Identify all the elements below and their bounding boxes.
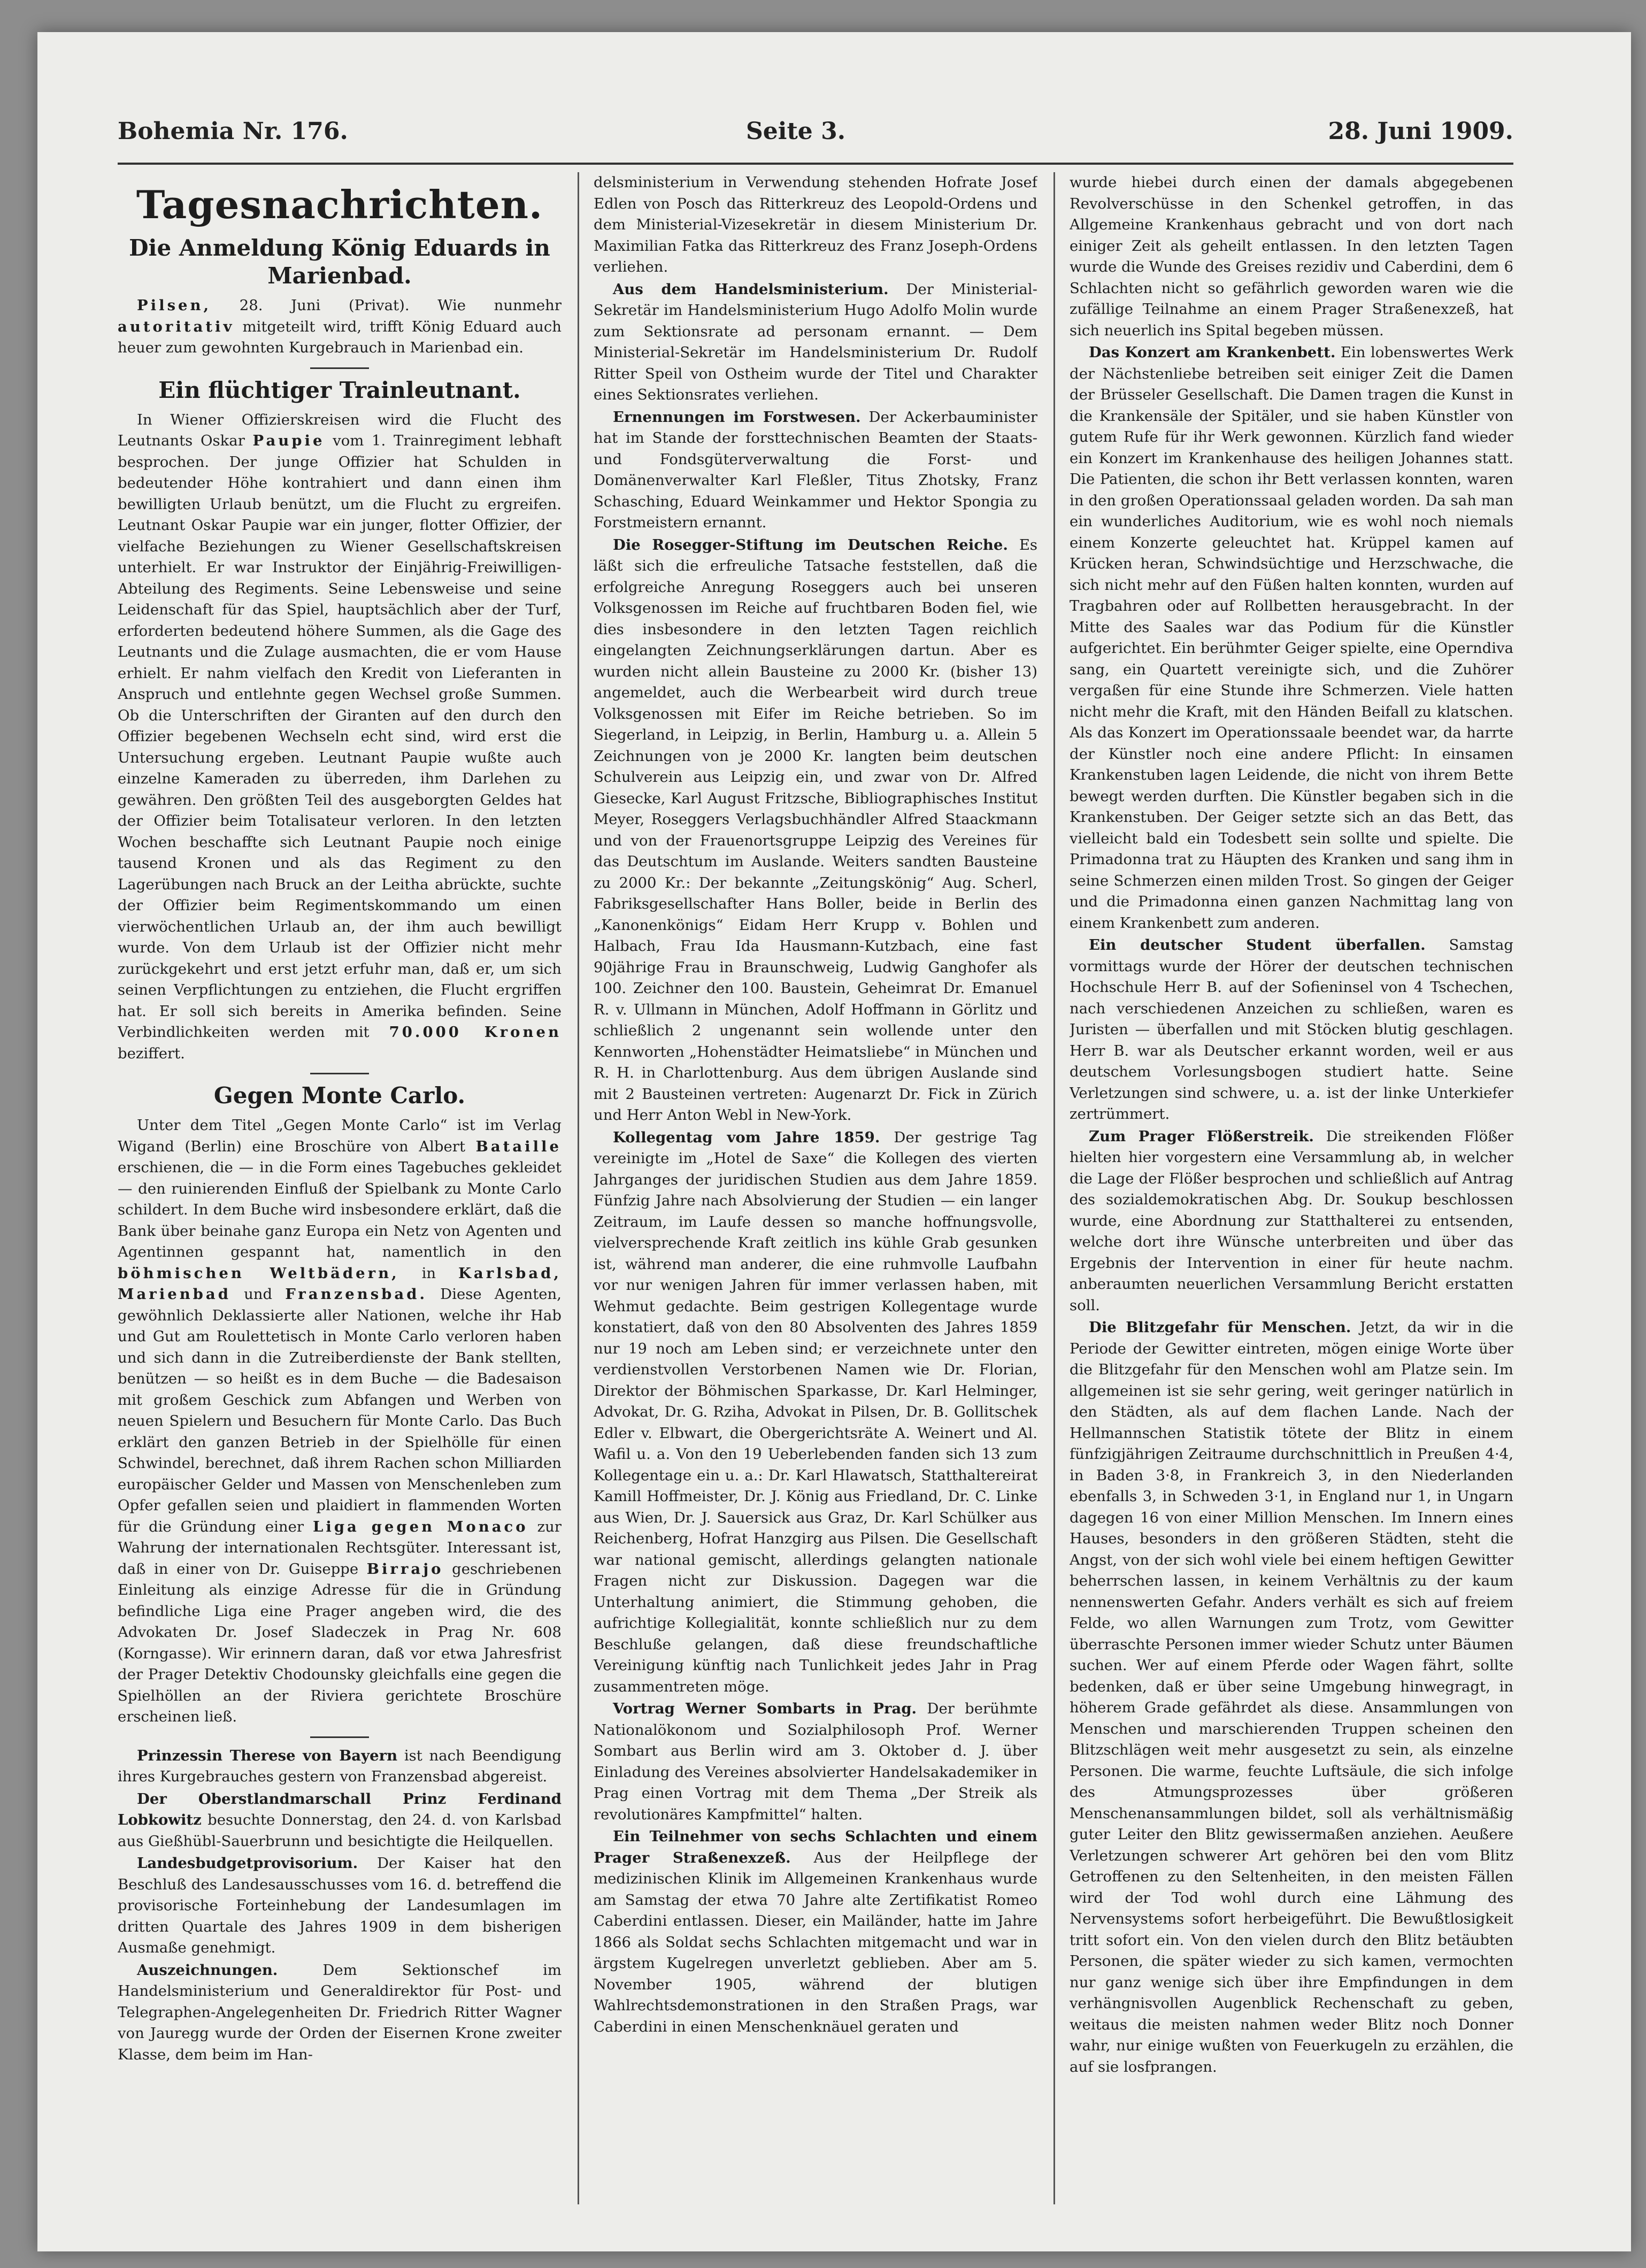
newspaper-page xyxy=(37,32,1631,2251)
column-2 xyxy=(594,172,1037,2210)
news-item: Vortrag Werner Sombarts in Prag. Der berühmte Nationalökonom und Sozialphilosoph Prof. Werner Sombart aus Berlin wird am 3. Oktober d. J. über Einladung des Vereines absolvierter Handelsakademiker in Prag einen Vortrag mit dem Thema „Der Streik als revolutionäres Kampfmittel“ halten. xyxy=(594,1700,1037,1823)
header-masthead: Bohemia Nr. 176. xyxy=(118,118,348,145)
news-item: Aus dem Handelsministerium. Der Ministerial-Sekretär im Handelsministerium Hugo Adolfo Molin wurde zum Sektionsrate ad personam ernannt. — Dem Ministerial-Sekretär im Handelsministerium Dr. Rudolf Ritter Speil von Ostheim wurde der Titel und Charakter eines Sektionsrates verliehen. xyxy=(594,280,1037,403)
continued-paragraph: delsministerium in Verwendung stehenden Hofrate Josef Edlen von Posch das Ritterkreuz des Leopold-Ordens und dem Ministerial-Vizesekretär in diesem Ministerium Dr. Maximilian Fatka das Ritterkreuz des Franz Joseph-Ordens verliehen. xyxy=(594,174,1037,275)
header-page-number: Seite 3. xyxy=(746,118,846,145)
news-item: Zum Prager Flößerstreik. Die streikenden Flößer hielten hier vorgestern eine Versammlung ab, in welcher die Lage der Flößer besprochen und schließlich auf Antrag des sozialdemokratischen Abg. Dr. Soukup beschlossen wurde, eine Abordnung zur Statthalterei zu entsenden, welche dort ihre Wünsche unterbreiten und über das Ergebnis der Intervention in einer für heute nachm. anberaumten neuerlichen Versammlung Bericht erstatten soll. xyxy=(1070,1127,1513,1314)
page-header xyxy=(118,112,1513,160)
news-item: Ein Teilnehmer von sechs Schlachten und einem Prager Straßenexzeß. Aus der Heilpflege der medizinischen Klinik im Allgemeinen Krankenhaus wurde am Samstag der etwa 70 Jahre alte Zertifikatist Romeo Caberdini entlassen. Dieser, ein Mailänder, hatte im Jahre 1866 als Soldat sechs Schlachten mitgemacht und war in ärgstem Kugelregen unverletzt geblieben. Aber am 5. November 1905, während der blutigen Wahlrechtsdemonstrationen in den Straßen Prags, war Caberdini in einen Menschenknäuel geraten und xyxy=(594,1828,1037,2035)
header-rule xyxy=(118,163,1513,165)
article-paragraph: In Wiener Offizierskreisen wird die Flucht des Leutnants Oskar Paupie vom 1. Trainregiment lebhaft besprochen. Der junge Offizier hat Schulden in bedeutender Höhe kontrahiert und dann einen ihm bewilligten Urlaub benützt, um die Flucht zu ergreifen. Leutnant Oskar Paupie war ein junger, flotter Offizier, der vielfache Beziehungen zu Wiener Gesellschaftskreisen unterhielt. Er war Instruktor der Einjährig-Freiwilligen-Abteilung des Regiments. Seine Lebensweise und seine Leidenschaft für das Spiel, hauptsächlich aber der Turf, erforderten bedeutend höhere Summen, als die Gage des Leutnants und die Zulage ausmachten, die er vom Hause erhielt. Er nahm vielfach den Kredit von Lieferanten in Anspruch und entlehnte gegen Wechsel große Summen. Ob die Unterschriften der Giranten auf den durch den Offizier begebenen Wechseln echt sind, wird erst die Untersuchung ergeben. Leutnant Paupie wußte auch einzelne Kameraden zu überreden, ihm Darlehen zu gewähren. Den größten Teil des ausgeborgten Geldes hat der Offizier beim Totalisateur verloren. In den letzten Wochen beschaffte sich Leutnant Paupie noch einige tausend Kronen und als das Regiment zu den Lagerübungen nach Bruck an der Leitha abrückte, suchte der Offizier beim Regimentskommando um einen vierwöchentlichen Urlaub an, der ihm auch bewilligt wurde. Von dem Urlaub ist der Offizier nicht mehr zurückgekehrt und erst jetzt erfuhr man, daß er, um sich seinen Verpflichtungen zu entziehen, die Flucht ergriffen hat. Er soll sich bereits in Amerika befinden. Seine Verbindlichkeiten werden mit 70.000 Kronen beziffert. xyxy=(118,411,562,1062)
continued-paragraph: wurde hiebei durch einen der damals abgegebenen Revolverschüsse in den Schenkel getroffen, in das Allgemeine Krankenhaus gebracht und von dort nach einiger Zeit als geheilt entlassen. In den letzten Tagen wurde die Wunde des Greises rezidiv und Caberdini, dem 6 Schlachten nicht so gefährlich geworden waren wie die zufällige Teilnahme an einem Prager Straßenexzeß, hat sich neuerlich ins Spital begeben müssen. xyxy=(1070,174,1513,339)
article-paragraph: Pilsen, 28. Juni (Privat). Wie nunmehr autoritativ mitgeteilt wird, trifft König Eduard auch heuer zum gewohnten Kurgebrauch in Marienbad ein. xyxy=(118,297,562,356)
section-title: Tagesnachrichten. xyxy=(136,182,543,227)
news-item: Auszeichnungen. Dem Sektionschef im Handelsministerium und Generaldirektor für Post- und Telegraphen-Angelegenheiten Dr. Friedrich Ritter Wagner von Jauregg wurde der Orden der Eisernen Krone zweiter Klasse, dem beim im Han- xyxy=(118,1961,562,2063)
news-item: Die Blitzgefahr für Menschen. Jetzt, da wir in die Periode der Gewitter eintreten, mögen einige Worte über die Blitzgefahr für den Menschen wohl am Platze sein. Im allgemeinen ist sie sehr gering, weit geringer natürlich in den Städten, als auf dem flachen Lande. Nach der Hellmannschen Statistik tötete der Blitz in einem fünfzigjährigen Zeitraume durchschnittlich in Preußen 4·4, in Baden 3·8, in Frankreich 3, in den Niederlanden ebenfalls 3, in Schweden 3·1, in England nur 1, in Ungarn dagegen 16 von einer Million Menschen. Im Innern eines Hauses, besonders in den größeren Städten, steht die Angst, von der sich wohl viele bei einem heftigen Gewitter beherrschen lassen, in keinem Verhältnis zu der kaum nennenswerten Gefahr. Anders verhält es sich auf freiem Felde, wo allen Warnungen zum Trotz, vom Gewitter überraschte Personen immer wieder Schutz unter Bäumen suchen. Wer auf einem Pferde oder Wagen fährt, sollte bedenken, daß er über seine Umgebung hinwegragt, in höherem Grade gefährdet als diese. Ansammlungen von Menschen und marschierenden Truppen scheinen den Blitzschlägen weit mehr ausgesetzt zu sein, als einzelne Personen. Die warme, feuchte Luftsäule, die sich infolge des Atmungsprozesses über größeren Menschenansammlungen bildet, soll als verhältnismäßig guter Leiter den Blitz gewissermaßen anziehen. Aeußere Verletzungen schwerer Art gehören bei den vom Blitz Getroffenen zu den Seltenheiten, in den meisten Fällen wird der Tod wohl durch eine Lähmung des Nervensystems sofort herbeigeführt. Die Bewußtlosigkeit tritt sofort ein. Von den vielen durch den Blitz betäubten Personen, die später wieder zu sich kamen, vermochten nur ganz wenige sich über ihre Empfindungen in dem verhängnisvollen Augenblick Rechenschaft zu geben, weitaus die meisten nahmen weder Blitz noch Donner wahr, nur einige wußten von Feuerkugeln zu erzählen, die auf sie losfprangen. xyxy=(1070,1319,1513,2075)
news-item: Kollegentag vom Jahre 1859. Der gestrige Tag vereinigte im „Hotel de Saxe“ die Kollegen des vierten Jahrganges der juridischen Studien aus dem Jahre 1859. Fünfzig Jahre nach Absolvierung der Studien — ein langer Zeitraum, im Laufe dessen so manche hoffnungsvolle, vielversprechende Kraft zeitlich ins kühle Grab gesunken ist, während man anderer, die eine ruhmvolle Laufbahn vor nur wenigen Jahren für immer verlassen haben, mit Wehmut gedachte. Beim gestrigen Kollegentage wurde konstatiert, daß von den 80 Absolventen des Jahres 1859 nur 19 noch am Leben sind; er verzeichnete unter den verdienstvollen Verstorbenen Namen wie Dr. Florian, Direktor der Böhmischen Sparkasse, Dr. Karl Helminger, Advokat, Dr. G. Rziha, Advokat in Pilsen, Dr. B. Gollitschek Edler v. Elbwart, die Obergerichtsräte A. Weinert und Al. Wafil u. a. Von den 19 Ueberlebenden fanden sich 13 zum Kollegentage ein u. a.: Dr. Karl Hlawatsch, Statthaltereirat Kamill Hoffmeister, Dr. J. König aus Friedland, Dr. C. Linke aus Wien, Dr. J. Sauersick aus Graz, Dr. Karl Schülker aus Reichenberg, Hofrat Hanzgirg aus Pilsen. Die Gesellschaft war national gemischt, allerdings gelangten nationale Fragen nicht zur Diskussion. Dagegen war die Unterhaltung animiert, die Stimmung gehoben, die aufrichtige Kollegialität, konnte schließlich nur zu dem Beschluße gelangen, daß diese freundschaftliche Vereinigung künftig nach Tunlichkeit jedes Jahr in Prag zusammentreten möge. xyxy=(594,1128,1037,1695)
news-item: Das Konzert am Krankenbett. Ein lobenswertes Werk der Nächstenliebe betreiben seit einiger Zeit die Damen der Brüsseler Gesellschaft. Die Damen tragen die Kunst in die Krankensäle der Spitäler, und sie haben Künstler von gutem Rufe für ihr Werk gewonnen. Kürzlich fand wieder ein Konzert im Krankenhause des heiligen Johannes statt. Die Patienten, die schon ihr Bett verlassen konnten, waren in den großen Operationssaal geladen worden. Da sah man ein wunderliches Auditorium, wie es wohl noch niemals einem Konzerte geleuchtet hat. Krüppel kamen auf Krücken heran, Schwindsüchtige und Herzschwache, die sich nicht mehr auf den Füßen halten konnten, wurden auf Tragbahren oder auf Rollbetten herausgebracht. In der Mitte des Saales war das Podium für die Künstler aufgerichtet. Ein berühmter Geiger spielte, eine Operndiva sang, ein Quartett vereinigte sich, und die Zuhörer vergaßen für eine Stunde ihre Schmerzen. Viele hatten nicht mehr die Kraft, mit den Händen Beifall zu klatschen. Als das Konzert im Operationssaale beendet war, da harrte der Künstler noch eine andere Pflicht: In einsamen Krankenstuben lagen Leidende, die nicht von ihrem Bette bewegt werden durften. Die Künstler begaben sich in die Krankenstuben. Der Geiger setzte sich an das Bett, das vielleicht bald ein Todesbett sein sollte und spielte. Die Primadonna trat zu Häupten des Kranken und sang ihm in seine Schmerzen einen milden Trost. So gingen der Geiger und die Primadonna einen ganzen Nachmittag lang von einem Krankenbett zum anderen. xyxy=(1070,344,1513,932)
news-item: Der Oberstlandmarschall Prinz Ferdinand Lobkowitz besuchte Donnerstag, den 24. d. von Karlsbad aus Gießhübl-Sauerbrunn und besichtigte die Heilquellen. xyxy=(118,1790,562,1850)
article-paragraph: Unter dem Titel „Gegen Monte Carlo“ ist im Verlag Wigand (Berlin) eine Broschüre von Albert Bataille erschienen, die — in die Form eines Tagebuches gekleidet — den ruinierenden Einfluß der Spielbank zu Monte Carlo schildert. In dem Buche wird insbesondere erklärt, daß die Bank über beinahe ganz Europa ein Netz von Agenten und Agentinnen gespannt hat, namentlich in den böhmischen Weltbädern, in Karlsbad, Marienbad und Franzensbad. Diese Agenten, gewöhnlich Deklassierte aller Nationen, welche ihr Hab und Gut am Roulettetisch in Monte Carlo verloren haben und sich dann in die Zutreiberdienste der Bank stellten, benützen — so heißt es in dem Buche — die Badesaison mit großem Geschick zum Abfangen und Werben von neuen Spielern und Besuchern für Monte Carlo. Das Buch erklärt den ganzen Betrieb in der Spielhölle für einen Schwindel, berechnet, daß ihrem Rachen schon Milliarden europäischer Gelder und Massen von Menschenleben zum Opfer gefallen seien und plaidiert in flammenden Worten für die Gründung einer Liga gegen Monaco zur Wahrung der internationalen Rechtsgüter. Interessant ist, daß in einer von Dr. Guiseppe Birrajo geschriebenen Einleitung als einzige Adresse für die in Gründung befindliche Liga eine Prager angeben wird, die des Advokaten Dr. Josef Sladeczek in Prag Nr. 608 (Korngasse). Wir erinnern daran, daß vor etwa Jahresfrist der Prager Detektiv Chodounsky gleichfalls eine gegen die Spielhöllen an der Riviera gerichtete Broschüre erscheinen ließ. xyxy=(118,1117,562,1725)
article-headline: Die Anmeldung König Eduards in Marienbad. xyxy=(129,235,550,289)
column-3 xyxy=(1070,172,1513,2210)
article-headline: Gegen Monte Carlo. xyxy=(213,1082,466,1109)
news-item: Prinzessin Therese von Bayern ist nach Beendigung ihres Kurgebrauches gestern von Franzensbad abgereist. xyxy=(118,1747,562,1785)
column-rule xyxy=(578,172,579,2204)
column-rule xyxy=(1053,172,1055,2204)
article-headline: Ein flüchtiger Trainleutnant. xyxy=(158,376,521,403)
news-item: Die Rosegger-Stiftung im Deutschen Reiche. Es läßt sich die erfreuliche Tatsache feststellen, daß die erfolgreiche Anregung Roseggers auch bei unseren Volksgenossen im Reiche auf fruchtbaren Boden fiel, wie dies insbesondere in den letzten Tagen reichlich eingelangten Zeichnungserklärungen dartun. Aber es wurden nicht allein Bausteine zu 2000 Kr. (bisher 13) angemeldet, auch die Werbearbeit wird durch treue Volksgenossen mit Eifer im Reiche betrieben. So im Siegerland, in Leipzig, in Berlin, Hamburg u. a. Allein 5 Zeichnungen von je 2000 Kr. langten beim deutschen Schulverein aus Leipzig ein, und zwar von Dr. Alfred Giesecke, Karl August Fritzsche, Bibliographisches Institut Meyer, Roseggers Verlagsbuchhändler Alfred Staackmann und von der Frauenortsgruppe Leipzig des Vereines für das Deutschtum im Auslande. Weiters sandten Bausteine zu 2000 Kr.: Der bekannte „Zeitungskönig“ Aug. Scherl, Fabriksgesellschafter Hans Boller, beide in Berlin des „Kanonenkönigs“ Eidam Herr Krupp v. Bohlen und Halbach, Frau Ida Hausmann-Kutzbach, eine fast 90jährige Frau in Braunschweig, Ludwig Ganghofer als 100. Zeichner den 100. Baustein, Geheimrat Dr. Emanuel R. v. Ullmann in München, Adolf Hoffmann in Görlitz und schließlich 2 ungenannt sein wollende unter den Kennworten „Hohenstädter Heimatsliebe“ in München und R. H. in Charlottenburg. Aus dem übrigen Auslande sind mit 2 Bausteinen vertreten: Augenarzt Dr. Fick in Zürich und Herr Anton Webl in New-York. xyxy=(594,536,1037,1124)
news-item: Ein deutscher Student überfallen. Samstag vormittags wurde der Hörer der deutschen technischen Hochschule Herr B. auf der Sofieninsel von 4 Tschechen, nach verschiedenen Anzeichen zu schließen, waren es Juristen — überfallen und mit Stöcken blutig geschlagen. Herr B. war als Deutscher erkannt worden, weil er aus deutschem Vorlesungsbogen studiert hatte. Seine Verletzungen sind schwere, u. a. ist der linke Unterkiefer zertrümmert. xyxy=(1070,936,1513,1123)
article-separator xyxy=(310,1073,369,1074)
news-item: Landesbudgetprovisorium. Der Kaiser hat den Beschluß des Landesausschusses vom 16. d. betreffend die provisorische Forteinhebung der Landesumlagen im dritten Quartale des Jahres 1909 in dem bisherigen Ausmaße genehmigt. xyxy=(118,1855,562,1956)
article-separator xyxy=(310,1736,369,1738)
article-separator xyxy=(310,367,369,369)
news-item: Ernennungen im Forstwesen. Der Ackerbauminister hat im Stande der forsttechnischen Beamten der Staats- und Fondsgüterverwaltung die Forst- und Domänenverwalter Karl Fleßler, Titus Zhotsky, Franz Schasching, Eduard Weinkammer und Hektor Spongia zu Forstmeistern ernannt. xyxy=(594,408,1037,531)
header-date: 28. Juni 1909. xyxy=(1328,118,1513,145)
column-1 xyxy=(118,172,562,2210)
